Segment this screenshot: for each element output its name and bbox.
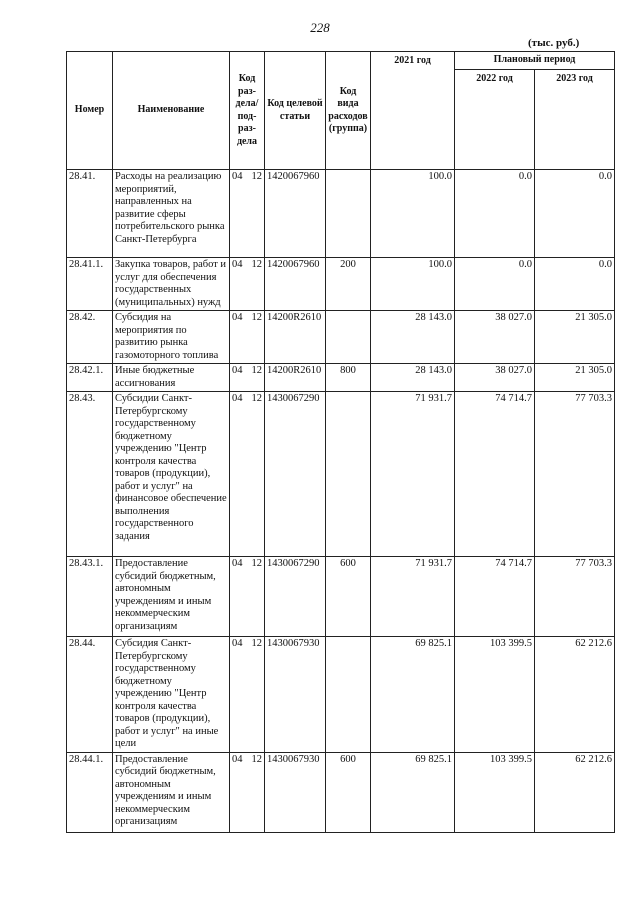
row-section: 04 (232, 365, 243, 376)
header-name: Наименование (113, 52, 230, 170)
row-value-2021: 69 825.1 (371, 752, 455, 832)
table-row (67, 392, 615, 557)
row-section: 04 (232, 753, 243, 765)
header-target: Код целевой статьи (265, 52, 326, 170)
row-expense-code (326, 637, 371, 753)
row-subsection: 12 (251, 638, 262, 649)
row-subsection: 12 (251, 171, 262, 182)
row-section: 04 (232, 312, 243, 323)
row-name: Расходы на реализацию мероприятий, направленных на развитие сферы потребительского рынка Санкт-Петербурга (113, 170, 230, 258)
unit-note: (тыс. руб.) (528, 37, 580, 49)
page-number: 228 (310, 20, 330, 35)
row-number: 28.41.1. (67, 258, 113, 311)
budget-table (66, 51, 615, 833)
header-2021: 2021 год (371, 52, 455, 170)
header-2023: 2023 год (535, 70, 615, 170)
row-target-code: 1430067290 (265, 392, 326, 557)
row-value-2021: 28 143.0 (371, 311, 455, 364)
row-subsection: 12 (251, 393, 262, 404)
row-value-2021: 100.0 (371, 170, 455, 258)
row-value-2022: 103 399.5 (455, 637, 535, 753)
row-number: 28.44.1. (67, 752, 113, 832)
row-value-2023: 77 703.3 (535, 557, 615, 637)
row-target-code: 14200R2610 (265, 311, 326, 364)
row-section: 04 (232, 558, 243, 569)
row-section: 04 (232, 259, 243, 270)
row-subsection: 12 (251, 259, 262, 270)
row-value-2022: 74 714.7 (455, 557, 535, 637)
row-name: Закупка товаров, работ и услуг для обеспечения государственных (муниципальных) нужд (113, 258, 230, 311)
row-value-2023: 62 212.6 (535, 637, 615, 753)
row-expense-code (326, 392, 371, 557)
row-value-2021: 71 931.7 (371, 557, 455, 637)
header-planned-period: Плановый период (455, 52, 615, 70)
row-value-2022: 0.0 (455, 258, 535, 311)
row-number: 28.43. (67, 392, 113, 557)
row-section: 04 (232, 171, 243, 182)
row-value-2022: 103 399.5 (455, 752, 535, 832)
table-row (67, 557, 615, 637)
row-value-2023: 0.0 (535, 170, 615, 258)
row-value-2022: 38 027.0 (455, 364, 535, 392)
header-section: Код раз-дела/ под-раз-дела (230, 52, 265, 170)
row-expense-code: 600 (326, 752, 371, 832)
table-row (67, 311, 615, 364)
row-value-2023: 77 703.3 (535, 392, 615, 557)
row-section-code (230, 311, 265, 364)
row-name: Предоставление субсидий бюджетным, автономным учреждениям и иным некоммерческим организациям (113, 557, 230, 637)
header-number: Номер (67, 52, 113, 170)
row-name: Субсидии Санкт-Петербургскому государственному бюджетному учреждению "Центр контроля качества товаров (продукции), работ и услуг" на финансовое обеспечение выполнения государственного задания (113, 392, 230, 557)
row-expense-code (326, 170, 371, 258)
row-number: 28.42.1. (67, 364, 113, 392)
row-expense-code (326, 311, 371, 364)
header-expense-type: Код вида расходов (группа) (326, 52, 371, 170)
row-value-2021: 71 931.7 (371, 392, 455, 557)
row-name: Иные бюджетные ассигнования (113, 364, 230, 392)
header-2022: 2022 год (455, 70, 535, 170)
row-value-2022: 38 027.0 (455, 311, 535, 364)
table-row (67, 170, 615, 258)
row-value-2022: 0.0 (455, 170, 535, 258)
row-value-2022: 74 714.7 (455, 392, 535, 557)
row-section-code (230, 637, 265, 753)
row-expense-code: 600 (326, 557, 371, 637)
row-expense-code: 800 (326, 364, 371, 392)
row-subsection: 12 (251, 558, 262, 569)
row-number: 28.42. (67, 311, 113, 364)
table-row (67, 364, 615, 392)
row-value-2023: 62 212.6 (535, 752, 615, 832)
row-section-code (230, 557, 265, 637)
row-name: Предоставление субсидий бюджетным, автономным учреждениям и иным некоммерческим организациям (113, 752, 230, 832)
row-number: 28.44. (67, 637, 113, 753)
row-subsection: 12 (251, 365, 262, 376)
row-value-2023: 21 305.0 (535, 311, 615, 364)
row-section-code (230, 258, 265, 311)
row-target-code: 1430067290 (265, 557, 326, 637)
row-section: 04 (232, 393, 243, 404)
table-row (67, 258, 615, 311)
row-value-2021: 100.0 (371, 258, 455, 311)
row-target-code: 1420067960 (265, 170, 326, 258)
row-section-code (230, 170, 265, 258)
row-target-code: 1430067930 (265, 752, 326, 832)
row-subsection: 12 (251, 312, 262, 323)
row-name: Субсидия на мероприятия по развитию рынка газомоторного топлива (113, 311, 230, 364)
row-section-code (230, 752, 265, 832)
table-row (67, 637, 615, 753)
row-number: 28.43.1. (67, 557, 113, 637)
row-name: Субсидия Санкт-Петербургскому государственному бюджетному учреждению "Центр контроля качества товаров (продукции), работ и услуг" на иные цели (113, 637, 230, 753)
table-row (67, 752, 615, 832)
row-value-2023: 21 305.0 (535, 364, 615, 392)
row-expense-code: 200 (326, 258, 371, 311)
row-section-code (230, 364, 265, 392)
row-section: 04 (232, 638, 243, 649)
row-number: 28.41. (67, 170, 113, 258)
row-target-code: 1420067960 (265, 258, 326, 311)
row-value-2021: 28 143.0 (371, 364, 455, 392)
row-value-2021: 69 825.1 (371, 637, 455, 753)
row-value-2023: 0.0 (535, 258, 615, 311)
row-target-code: 1430067930 (265, 637, 326, 753)
row-target-code: 14200R2610 (265, 364, 326, 392)
row-subsection: 12 (251, 753, 262, 765)
row-section-code (230, 392, 265, 557)
